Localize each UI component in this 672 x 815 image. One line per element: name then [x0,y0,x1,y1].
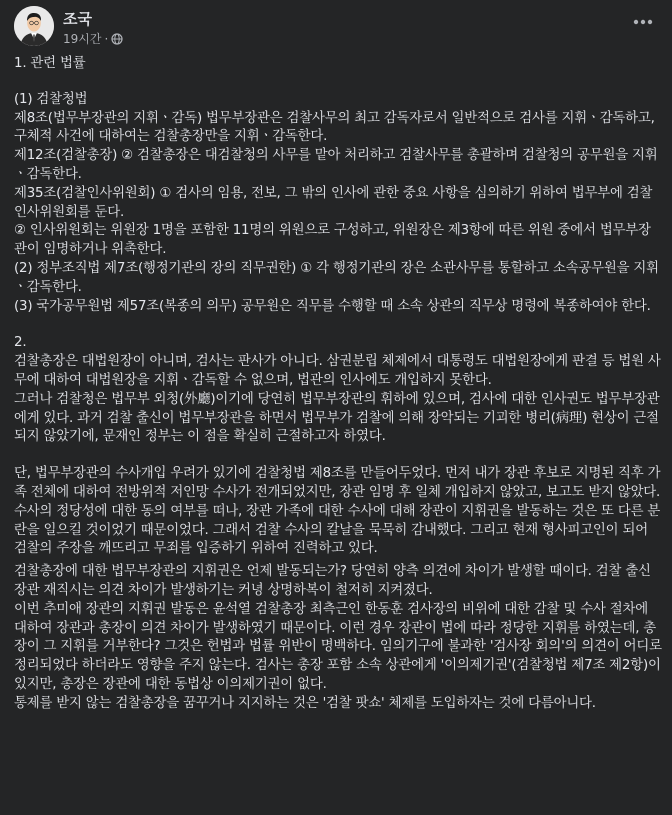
section-heading-1: 1. 관련 법률 [14,56,86,71]
post-text [14,55,666,714]
law-article-12: 제12조(검찰총장) ② 검찰총장은 대검찰청의 사무를 맡아 처리하고 검찰사무를 총괄하며 검찰청의 공무원을 지휘ㆍ감독한다. [14,148,658,182]
law-title-prosecutors-office-act: (1) 검찰청법 [14,91,88,107]
paragraph-5: 이번 추미애 장관의 지휘권 발동은 윤석열 검찰총장 최측근인 한동훈 검사장의 비위에 대한 감찰 및 수사 절차에 대하여 장관과 총장이 의견 차이가 발생하였기 때문이다. 이런 경우 장관이 법에 따라 정당한 지휘를 하였는데, 총장이 그 지휘를 거부한다? 그것은 헌법과 법률 위반이 명백하다. 임의기구에 불과한 '검사장 회의'의 의견이 어디로 정리되었다 하더라도 영향을 주지 않는다. 검사는 총장 포함 소속 상관에게 '이의제기권'(검찰청법 제7조 제2항)이 있지만, 총장은 장관에 대한 동법상 이의제기권이 없다. [14,601,666,692]
law-article-8: 제8조(법무부장관의 지휘ㆍ감독) 법무부장관은 검찰사무의 최고 감독자로서 일반적으로 검사를 지휘ㆍ감독하고, 구체적 사건에 대하여는 검찰총장만을 지휘ㆍ감독한다. [14,110,659,145]
paragraph-1: 검찰총장은 대법원장이 아니며, 검사는 판사가 아니다. 삼권분립 체제에서 대통령도 대법원장에게 판결 등 법원 사무에 대하여 대법원장을 지휘ㆍ감독할 수 없으며, 법관의 인사에도 개입하지 못한다. [14,354,661,388]
law-government-organization-act: (2) 정부조직법 제7조(행정기관의 장의 직무권한) ① 각 행정기관의 장은 소관사무를 통할하고 소속공무원을 지휘ㆍ감독한다. [14,260,659,295]
post-meta: 19시간 · [63,30,123,47]
more-horizontal-icon[interactable] [628,12,658,32]
globe-icon[interactable] [111,33,123,45]
paragraph-3: 단, 법무부장관의 수사개입 우려가 있기에 검찰청법 제8조를 만들어두었다. 먼저 내가 장관 후보로 지명된 직후 가족 전체에 대하여 전방위적 저인망 수사가 전개되었지만, 장관 임명 후 일체 개입하지 않았고, 보고도 받지 않았다. 수사의 정당성에 대한 동의 여부를 떠나, 장관 가족에 대한 수사에 대해 장관이 지휘권을 발동하는 것은 또 다른 분란을 일으킬 것이었기 때문이었다. 그래서 검찰 수사의 칼날을 묵묵히 감내했다. 그리고 현재 형사피고인이 되어 검찰의 주장을 깨뜨리고 무죄를 입증하기 위하여 진력하고 있다. [14,466,665,557]
law-article-35-clause-2: ② 인사위원회는 위원장 1명을 포함한 11명의 위원으로 구성하고, 위원장은 제3항에 따른 위원 중에서 법무부장관이 임명하거나 위촉한다. [14,223,651,258]
post-header [14,4,658,50]
post-author-name[interactable]: 조국 [63,10,92,28]
post-timestamp[interactable]: 19시간 [63,32,102,46]
paragraph-2: 그러나 검찰청은 법무부 외청(外廳)이기에 당연히 법무부장관의 휘하에 있으며, 검사에 대한 인사권도 법무부장관에게 있다. 과거 검찰 출신이 법무부장관을 하면서 법무부가 검찰에 의해 장악되는 기괴한 병리(病理) 현상이 근절되지 않았기에, 문재인 정부는 이 점을 확실히 근절하고자 하였다. [14,391,660,445]
paragraph-4: 검찰총장에 대한 법무부장관의 지휘권은 언제 발동되는가? 당연히 양측 의견에 차이가 발생할 때이다. 검찰 출신 장관 재직시는 의견 차이가 발생하기는 커녕 상명하복이 철저히 지켜졌다. [14,564,655,598]
law-state-public-officials-act: (3) 국가공무원법 제57조(복종의 의무) 공무원은 직무를 수행할 때 소속 상관의 직무상 명령에 복종하여야 한다. [14,298,651,314]
avatar[interactable] [14,6,54,46]
section-heading-2: 2. [14,335,27,351]
avatar-image [14,6,54,46]
law-article-35: 제35조(검찰인사위원회) ① 검사의 임용, 전보, 그 밖의 인사에 관한 중요 사항을 심의하기 위하여 법무부에 검찰인사위원회를 둔다. [14,185,653,220]
paragraph-6: 통제를 받지 않는 검찰총장을 꿈꾸거나 지지하는 것은 '검찰 팟쇼' 체제를 도입하자는 것에 다름아니다. [14,695,596,711]
